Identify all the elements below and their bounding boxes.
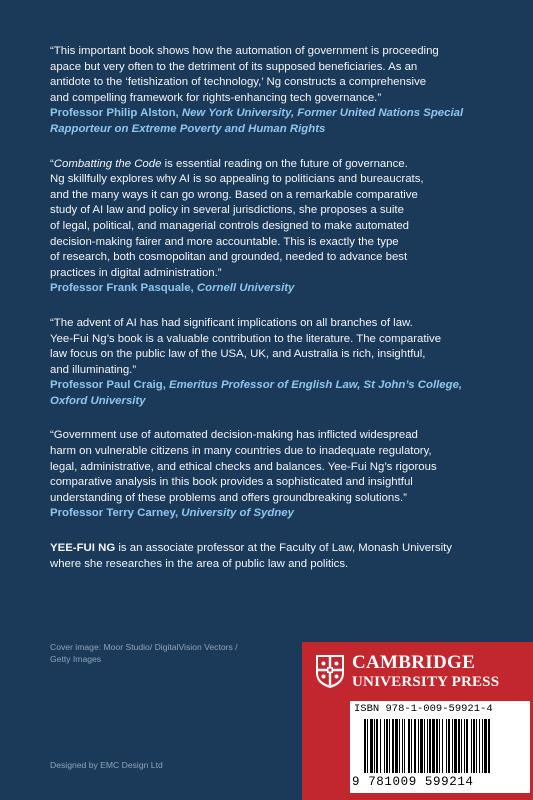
- endorser-name: Professor Paul Craig: [50, 379, 163, 392]
- endorsement-attribution: Professor Terry Carney, University of Sydney: [50, 507, 294, 520]
- barcode-bar: [476, 719, 477, 773]
- barcode-bar: [439, 719, 440, 773]
- bio-line: YEE-FUI NG is an associate professor at the Faculty of Law, Monash University: [50, 542, 453, 555]
- quote-line: study of AI law and policy in several jurisdictions, she proposes a suite: [50, 204, 404, 217]
- barcode-bar: [458, 719, 460, 773]
- endorser-affiliation: New York University, Former United Nations Special: [181, 107, 464, 120]
- barcode-bar: [399, 719, 400, 773]
- barcode-digits: 9 781009 599214: [352, 775, 474, 789]
- barcode-bar: [408, 719, 410, 773]
- endorsement-attribution: Professor Philip Alston, New York University, Former United Nations Special Rapporteur on Extreme Poverty and Human Rights: [50, 107, 464, 135]
- author-bio: [50, 541, 490, 572]
- endorser-affiliation: Cornell University: [196, 282, 295, 295]
- barcode-bar: [411, 719, 412, 773]
- barcode-bar: [448, 719, 450, 773]
- barcode-bar: [466, 719, 468, 773]
- endorsement-attribution: Professor Paul Craig, Emeritus Professor of English Law, St John’s College, Oxford University: [50, 379, 463, 407]
- endorsement-quote: [50, 316, 490, 378]
- endorsement-pasquale: [50, 157, 490, 297]
- endorser-name: Professor Terry Carney: [50, 507, 175, 520]
- endorsement-alston: [50, 44, 490, 138]
- quote-line: understanding of these problems and offers groundbreaking solutions.”: [50, 491, 407, 504]
- barcode-bar: [389, 719, 390, 773]
- endorsements: [50, 44, 490, 572]
- endorsement-quote: [50, 44, 490, 106]
- quote-line: and compelling framework for rights-enhancing tech governance.”: [50, 91, 382, 104]
- barcode-bar: [436, 719, 438, 773]
- quote-line: “The advent of AI has had significant implications on all branches of law.: [50, 316, 413, 329]
- isbn-text: ISBN 978-1-009-59921-4: [354, 703, 493, 715]
- barcode-bar: [432, 719, 435, 773]
- barcode-bar: [414, 719, 416, 773]
- barcode-bar: [488, 719, 490, 773]
- endorser-affiliation: Oxford University: [50, 394, 146, 407]
- barcode-bar: [370, 719, 373, 773]
- quote-line: decision-making fairer and more accountable. This is exactly the type: [50, 235, 399, 248]
- quote-line: and illuminating.”: [50, 363, 137, 376]
- barcode-bar: [374, 719, 375, 773]
- isbn-barcode: [350, 701, 530, 793]
- book-title: Combatting the Code: [53, 157, 162, 170]
- quote-line: and the many ways it can go wrong. Based on a remarkable comparative: [50, 188, 418, 201]
- barcode-bar: [473, 719, 475, 773]
- quote-line: antidote to the ‘fetishization of technology,’ Ng constructs a comprehensive: [50, 76, 427, 89]
- barcode-bar: [429, 719, 431, 773]
- endorsement-carney: [50, 428, 490, 522]
- quote-line: harm on vulnerable citizens in many countries due to inadequate regulatory,: [50, 445, 432, 458]
- barcode-bar: [380, 719, 381, 773]
- publisher-panel: [302, 642, 533, 800]
- designer-credit: Designed by EMC Design Ltd: [50, 760, 163, 770]
- cover-image-credit: Cover image: Moor Studio/ DigitalVision Vectors / Getty Images: [50, 642, 238, 664]
- barcode-bar: [420, 719, 423, 773]
- quote-line: “This important book shows how the automation of government is proceeding: [50, 45, 439, 57]
- endorser-affiliation: Rapporteur on Extreme Poverty and Human Rights: [50, 122, 326, 135]
- barcode-bar: [427, 719, 428, 773]
- barcode-bar: [442, 719, 443, 773]
- author-name: YEE-FUI NG: [50, 542, 116, 555]
- barcode-bar: [446, 719, 447, 773]
- quote-line: Ng skillfully explores why AI is so appealing to politicians and bureaucrats,: [50, 173, 424, 186]
- barcode-bar: [395, 719, 398, 773]
- barcode-bar: [364, 719, 366, 773]
- endorser-name: Professor Frank Pasquale: [50, 282, 191, 295]
- barcode-bar: [376, 719, 378, 773]
- barcode-bar: [464, 719, 465, 773]
- endorsement-attribution: Professor Frank Pasquale, Cornell University: [50, 282, 295, 295]
- cambridge-crest-icon: [315, 654, 345, 689]
- endorser-affiliation: Emeritus Professor of English Law, St John’s College,: [169, 379, 463, 392]
- barcode-bar: [402, 719, 403, 773]
- barcode-bar: [404, 719, 405, 773]
- quote-line: apace but very often to the detriment of its supposed beneficiaries. As an: [50, 60, 418, 73]
- barcode-bar: [367, 719, 368, 773]
- quote-line: of legal, political, and managerial controls designed to make automated: [50, 219, 410, 232]
- quote-line: of research, both cosmopolitan and grounded, needed to advance best: [50, 251, 408, 264]
- quote-line: Yee-Fui Ng’s book is a valuable contribution to the literature. The comparative: [50, 332, 442, 345]
- quote-line: practices in digital administration.”: [50, 266, 222, 279]
- barcode-bar: [471, 719, 472, 773]
- bio-line: where she researches in the area of public law and politics.: [50, 557, 349, 570]
- barcode-bar: [482, 719, 483, 773]
- barcode-bar: [386, 719, 388, 773]
- barcode-bar: [392, 719, 394, 773]
- endorsement-quote: [50, 157, 490, 282]
- endorsement-quote: [50, 428, 490, 506]
- barcode-bar: [479, 719, 480, 773]
- endorser-affiliation: University of Sydney: [181, 507, 294, 520]
- barcode-bar: [461, 719, 462, 773]
- quote-line: legal, administrative, and ethical checks and balances. Yee-Fui Ng’s rigorous: [50, 460, 437, 473]
- barcode-bar: [384, 719, 385, 773]
- barcode-bar: [454, 719, 457, 773]
- quote-line: law focus on the public law of the USA, UK, and Australia is rich, insightful,: [50, 348, 426, 361]
- quote-line: “Combatting the Code is essential reading on the future of governance.: [50, 157, 408, 170]
- publisher-name: CAMBRIDGE: [352, 652, 476, 673]
- barcode-icon: [364, 719, 522, 773]
- barcode-bar: [484, 719, 487, 773]
- barcode-bar: [424, 719, 425, 773]
- quote-line: “Government use of automated decision-making has inflicted widespread: [50, 429, 418, 442]
- endorser-name: Professor Philip Alston: [50, 107, 176, 120]
- barcode-bar: [418, 719, 419, 773]
- barcode-bar: [452, 719, 453, 773]
- quote-line: comparative analysis in this book provides a sophisticated and insightful: [50, 476, 413, 489]
- publisher-press: UNIVERSITY PRESS: [352, 674, 500, 690]
- endorsement-craig: [50, 316, 490, 410]
